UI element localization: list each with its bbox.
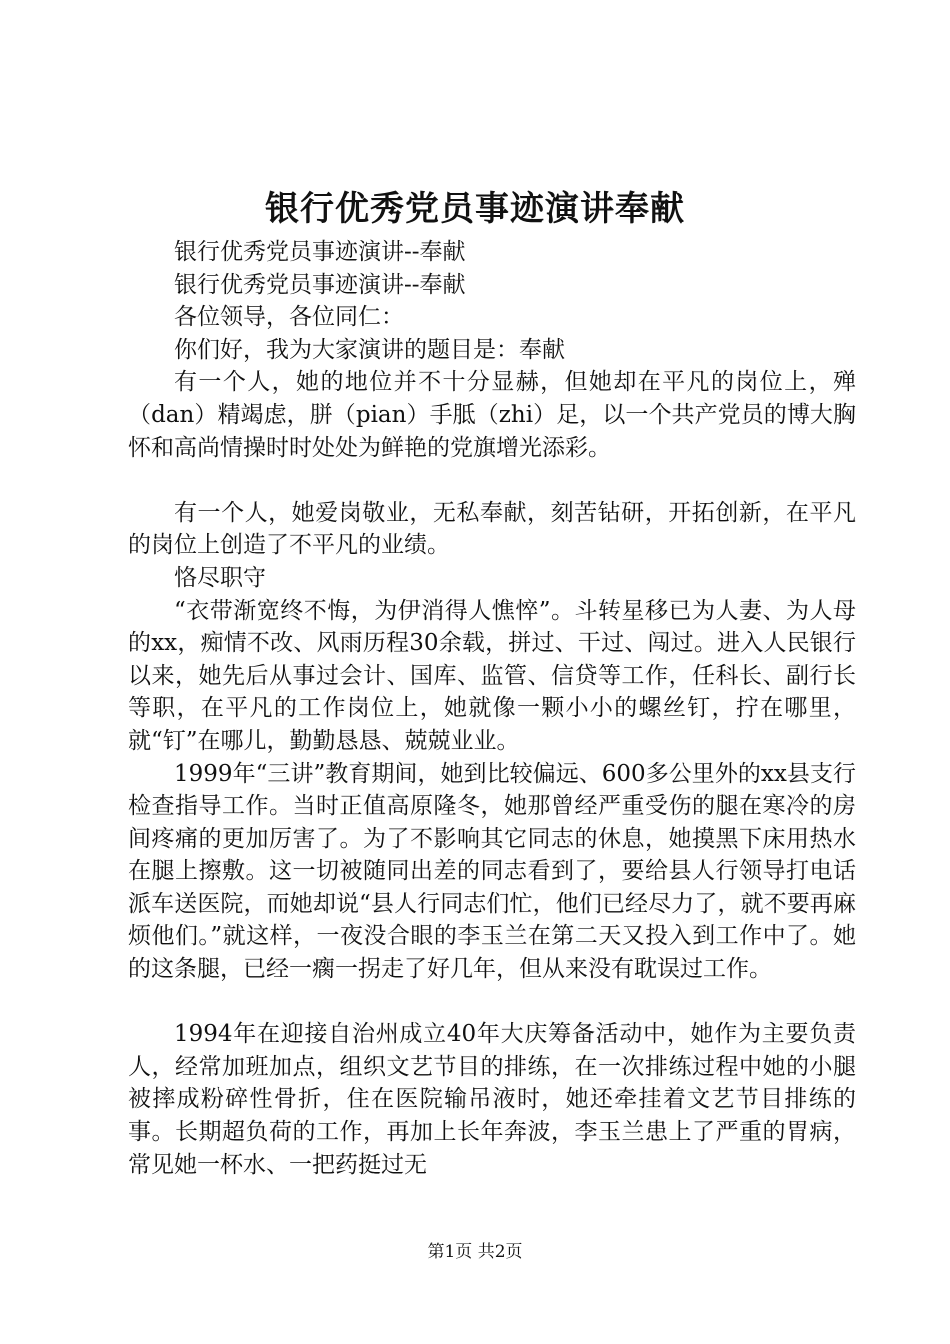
paragraph-greeting: 各位领导，各位同仁：: [174, 304, 404, 331]
paragraph-body-3: 1994年在迎接自治州成立40年大庆筹备活动中，她作为主要负责人，经常加班加点，组织文艺节目的排练，在一次排练过程中她的小腿被摔成粉碎性骨折，住在医院输吊液时，她还牵挂着文艺节目排练的事。长期超负荷的工作，再加上长年奔波，李玉兰患上了严重的胃病，常见她一杯水、一把药挺过无: [128, 1021, 856, 1178]
paragraph-topic: 你们好，我为大家演讲的题目是：奉献: [174, 336, 565, 363]
paragraph-intro-1: 有一个人，她的地位并不十分显赫，但她却在平凡的岗位上，殚（dan）精竭虑，胼（pian）手胝（zhi）足，以一个共产党员的博大胸怀和高尚情操时时处处为鲜艳的党旗增光添彩。: [128, 369, 856, 461]
document-title: 银行优秀党员事迹演讲奉献: [265, 189, 685, 229]
section-heading: 恪尽职守: [174, 564, 266, 591]
document-body: [128, 236, 856, 1181]
page-footer: 第1页 共2页: [427, 1242, 523, 1262]
paragraph-subtitle-1: 银行优秀党员事迹演讲--奉献: [174, 239, 466, 265]
paragraph-subtitle-2: 银行优秀党员事迹演讲--奉献: [174, 271, 466, 298]
paragraph-body-1: “衣带渐宽终不悔，为伊消得人憔悴”。斗转星移已为人妻、为人母的xx，痴情不改、风雨历程30余载，拼过、干过、闯过。进入人民银行以来，她先后从事过会计、国库、监管、信贷等工作，任科长、副行长等职，在平凡的工作岗位上，她就像一颗小小的螺丝钉，拧在哪里，就“钉”在哪儿，勤勤恳恳、兢兢业业。: [128, 597, 856, 754]
paragraph-intro-2: 有一个人，她爱岗敬业，无私奉献，刻苦钻研，开拓创新，在平凡的岗位上创造了不平凡的业绩。: [128, 499, 856, 559]
paragraph-body-2: 1999年“三讲”教育期间，她到比较偏远、600多公里外的xx县支行检查指导工作。当时正值高原隆冬，她那曾经严重受伤的腿在寒冷的房间疼痛的更加厉害了。为了不影响其它同志的休息，她摸黑下床用热水在腿上擦敷。这一切被随同出差的同志看到了，要给县人行领导打电话派车送医院，而她却说“县人行同志们忙，他们已经尽力了，就不要再麻烦他们。”就这样，一夜没合眼的李玉兰在第二天又投入到工作中了。她的这条腿，已经一瘸一拐走了好几年，但从来没有耽误过工作。: [128, 760, 856, 983]
